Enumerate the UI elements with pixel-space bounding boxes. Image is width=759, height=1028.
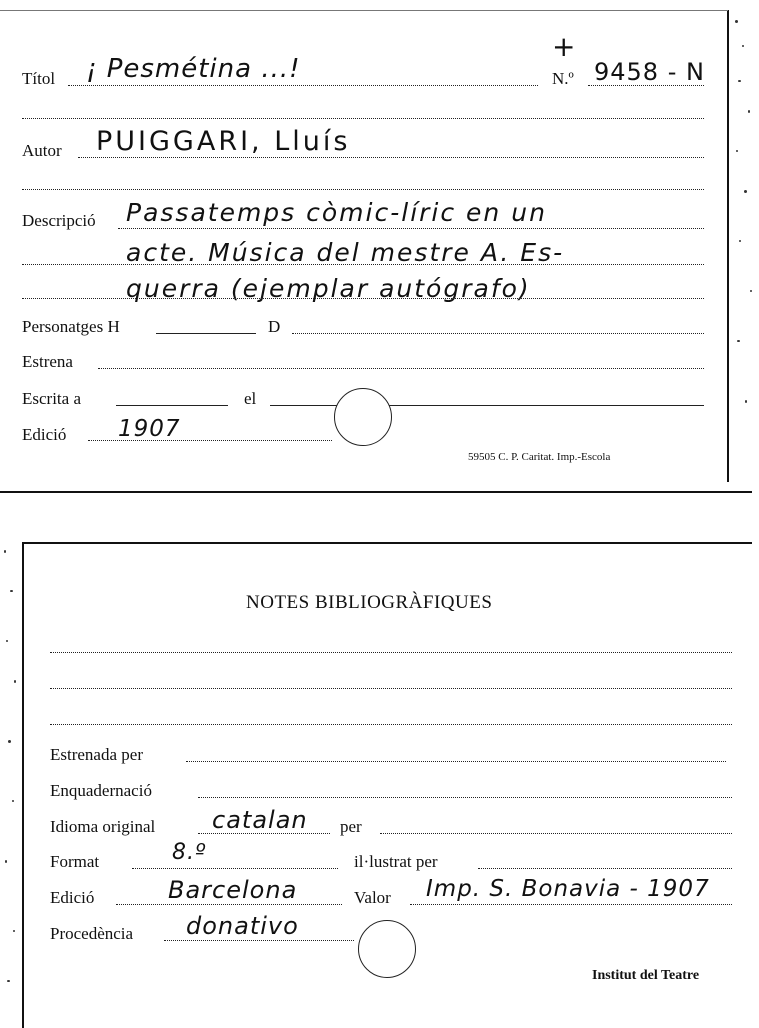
descripcio-line-1-rule — [118, 228, 704, 229]
procedencia-value: donativo — [186, 912, 299, 940]
descripcio-line-1: Passatemps còmic-líric en un — [126, 198, 547, 227]
number-line — [588, 85, 704, 86]
descripcio-line-2-rule — [22, 264, 704, 265]
personatges-d-line — [292, 333, 704, 334]
edicio-value: 1907 — [118, 416, 181, 442]
idioma-line — [198, 833, 330, 834]
punch-hole — [334, 388, 392, 446]
personatges-d-label: D — [268, 317, 281, 336]
edicio2-line — [116, 904, 342, 905]
estrena-line — [98, 368, 704, 369]
autor-value: PUIGGARI, Lluís — [96, 126, 351, 157]
notes-heading: NOTES BIBLIOGRÀFIQUES — [246, 592, 493, 613]
autor-line — [78, 157, 704, 158]
institution-name: Institut del Teatre — [592, 968, 700, 983]
descripcio-line-3-rule — [22, 298, 704, 299]
printer-imprint: 59505 C. P. Caritat. Imp.-Escola — [468, 451, 611, 463]
edicio-line — [88, 440, 332, 441]
edicio2-value: Barcelona — [168, 876, 298, 904]
personatges-label: Personatges H — [22, 317, 120, 336]
notes-line-1 — [50, 652, 732, 653]
valor-line — [410, 904, 732, 905]
card-left-edge — [22, 542, 24, 1028]
illustrat-line — [478, 868, 732, 869]
procedencia-label: Procedència — [50, 924, 134, 943]
number-value: 9458 - N — [594, 58, 705, 86]
catalog-card-front — [0, 0, 759, 495]
format-label: Format — [50, 852, 100, 871]
descripcio-line-3: querra (ejemplar autógrafo) — [126, 274, 531, 303]
personatges-h-line — [156, 333, 256, 334]
titol-value: ¡ Pesmétina ...! — [86, 54, 301, 84]
illustrat-label: il·lustrat per — [354, 852, 438, 871]
card-bottom-edge — [0, 491, 752, 493]
el-label: el — [244, 389, 257, 408]
number-label: N.º — [552, 69, 574, 88]
idioma-value: catalan — [212, 806, 308, 834]
edicio2-label: Edició — [50, 888, 95, 907]
card-top-edge — [22, 542, 752, 544]
valor-label: Valor — [354, 888, 391, 907]
idioma-label: Idioma original — [50, 817, 156, 836]
estrenada-line — [186, 761, 726, 762]
blank-line-2 — [22, 189, 704, 190]
escrita-label: Escrita a — [22, 389, 81, 408]
edicio-label: Edició — [22, 425, 67, 444]
valor-value: Imp. S. Bonavia - 1907 — [426, 876, 710, 902]
notes-line-3 — [50, 724, 732, 725]
descripcio-line-2: acte. Música del mestre A. Es- — [126, 238, 565, 267]
card-right-edge — [727, 10, 729, 482]
punch-hole — [358, 920, 416, 978]
cross-mark: + — [552, 30, 576, 63]
idioma-per-label: per — [340, 817, 362, 836]
blank-line-1 — [22, 118, 704, 119]
card-top-edge — [0, 10, 728, 11]
idioma-per-line — [380, 833, 732, 834]
titol-line — [68, 85, 538, 86]
format-line — [132, 868, 338, 869]
escrita-line — [116, 405, 228, 406]
notes-line-2 — [50, 688, 732, 689]
format-value: 8.º — [172, 840, 207, 865]
descripcio-label: Descripció — [22, 211, 96, 230]
procedencia-line — [164, 940, 354, 941]
catalog-card-back — [0, 530, 759, 1028]
titol-label: Títol — [22, 69, 56, 88]
enquadernacio-line — [198, 797, 732, 798]
enquadernacio-label: Enquadernació — [50, 781, 152, 800]
estrena-label: Estrena — [22, 352, 73, 371]
autor-label: Autor — [22, 141, 62, 160]
estrenada-label: Estrenada per — [50, 745, 143, 764]
